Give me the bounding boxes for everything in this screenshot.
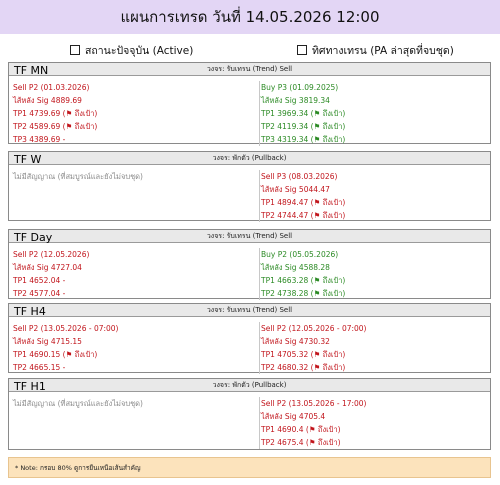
- page-title: แผนการเทรด วันที่ 14.05.2026 12:00: [120, 8, 380, 26]
- column-header-active-label: สถานะปัจจุบัน (Active): [85, 44, 194, 57]
- cycle-mode: วงจร: พักตัว (Pullback): [212, 381, 287, 389]
- trend-column: [259, 322, 487, 374]
- signal-line: TP1 4690.15 (⚑ ถึงเป้า): [13, 350, 98, 359]
- timeframe-label: TF H4: [14, 305, 46, 318]
- no-signal-text: ไม่มีสัญญาณ (ที่สมบูรณ์และยังไม่จบชุด): [13, 399, 143, 408]
- active-column: [13, 248, 248, 300]
- signal-line: ไส้หลัง Sig 4705.4: [261, 412, 326, 421]
- signal-line: ไส้หลัง Sig 4588.28: [261, 263, 330, 272]
- signal-line: TP1 4705.32 (⚑ ถึงเป้า): [261, 350, 346, 359]
- column-header-trend: [297, 42, 454, 58]
- column-header-trend-label: ทิศทางเทรน (PA ล่าสุดที่จบชุด): [312, 44, 454, 57]
- checkbox-icon[interactable]: [70, 45, 80, 55]
- plan-header: [0, 0, 500, 34]
- signal-line: ไส้หลัง Sig 4889.69: [13, 96, 82, 105]
- signal-line: TP1 4690.4 (⚑ ถึงเป้า): [261, 425, 341, 434]
- timeframe-label: TF W: [14, 153, 42, 166]
- panel-title-bar: [9, 230, 490, 243]
- signal-line: TP2 4744.47 (⚑ ถึงเป้า): [261, 211, 346, 220]
- signal-line: Sell P2 (13.05.2026 - 17:00): [261, 399, 367, 408]
- panel-tf-h4: [8, 303, 491, 373]
- signal-line: Sell P2 (13.05.2026 - 07:00): [13, 324, 119, 333]
- panel-tf-mn: [8, 62, 491, 144]
- active-column: [13, 170, 248, 183]
- signal-line: Sell P2 (12.05.2026): [13, 250, 90, 259]
- column-header-active: [70, 42, 193, 58]
- no-signal-text: ไม่มีสัญญาณ (ที่สมบูรณ์และยังไม่จบชุด): [13, 172, 143, 181]
- panel-title-bar: [9, 63, 490, 76]
- signal-line: TP2 4680.32 (⚑ ถึงเป้า): [261, 363, 346, 372]
- signal-line: Sell P2 (12.05.2026 - 07:00): [261, 324, 367, 333]
- signal-line: TP3 4319.34 (⚑ ถึงเป้า): [261, 135, 346, 144]
- footer-note: [8, 457, 491, 478]
- signal-line: TP1 4739.69 (⚑ ถึงเป้า): [13, 109, 98, 118]
- signal-line: Buy P3 (01.09.2025): [261, 83, 339, 92]
- active-column: [13, 397, 248, 410]
- signal-line: Sell P3 (08.03.2026): [261, 172, 338, 181]
- signal-line: TP1 4652.04 -: [13, 276, 66, 285]
- signal-line: ไส้หลัง Sig 4730.32: [261, 337, 330, 346]
- panel-tf-w: [8, 151, 491, 221]
- cycle-mode: วงจร: พักตัว (Pullback): [212, 154, 287, 162]
- signal-line: TP3 4389.69 -: [13, 135, 66, 144]
- signal-line: ไส้หลัง Sig 5044.47: [261, 185, 330, 194]
- trend-column: [259, 81, 487, 146]
- timeframe-label: TF MN: [14, 64, 49, 77]
- signal-line: ไส้หลัง Sig 3819.34: [261, 96, 330, 105]
- panel-tf-h1: [8, 378, 491, 450]
- signal-line: TP2 4665.15 -: [13, 363, 66, 372]
- checkbox-icon[interactable]: [297, 45, 307, 55]
- signal-line: TP1 3969.34 (⚑ ถึงเป้า): [261, 109, 346, 118]
- signal-line: TP2 4675.4 (⚑ ถึงเป้า): [261, 438, 341, 447]
- panel-tf-day: [8, 229, 491, 299]
- timeframe-label: TF H1: [14, 380, 46, 393]
- trend-column: [259, 248, 487, 300]
- trend-column: [259, 397, 487, 449]
- signal-line: TP1 4663.28 (⚑ ถึงเป้า): [261, 276, 346, 285]
- signal-line: TP2 4738.28 (⚑ ถึงเป้า): [261, 289, 346, 298]
- panel-title-bar: [9, 152, 490, 165]
- signal-line: TP2 4589.69 (⚑ ถึงเป้า): [13, 122, 98, 131]
- active-column: [13, 81, 248, 146]
- timeframe-label: TF Day: [14, 231, 53, 244]
- signal-line: ไส้หลัง Sig 4727.04: [13, 263, 82, 272]
- cycle-mode: วงจร: รับเทรน (Trend) Sell: [206, 232, 293, 240]
- cycle-mode: วงจร: รับเทรน (Trend) Sell: [206, 306, 293, 314]
- signal-line: ไส้หลัง Sig 4715.15: [13, 337, 82, 346]
- signal-line: Sell P2 (01.03.2026): [13, 83, 90, 92]
- panel-title-bar: [9, 379, 490, 392]
- panel-title-bar: [9, 304, 490, 317]
- active-column: [13, 322, 248, 374]
- signal-line: TP2 4577.04 -: [13, 289, 66, 298]
- footer-note-text: * Note: กรอบ 80% ดูการยืนเหนือเส้นสำคัญ: [15, 463, 141, 472]
- cycle-mode: วงจร: รับเทรน (Trend) Sell: [206, 65, 293, 73]
- trend-column: [259, 170, 487, 222]
- signal-line: Buy P2 (05.05.2026): [261, 250, 339, 259]
- signal-line: TP1 4894.47 (⚑ ถึงเป้า): [261, 198, 346, 207]
- signal-line: TP2 4119.34 (⚑ ถึงเป้า): [261, 122, 346, 131]
